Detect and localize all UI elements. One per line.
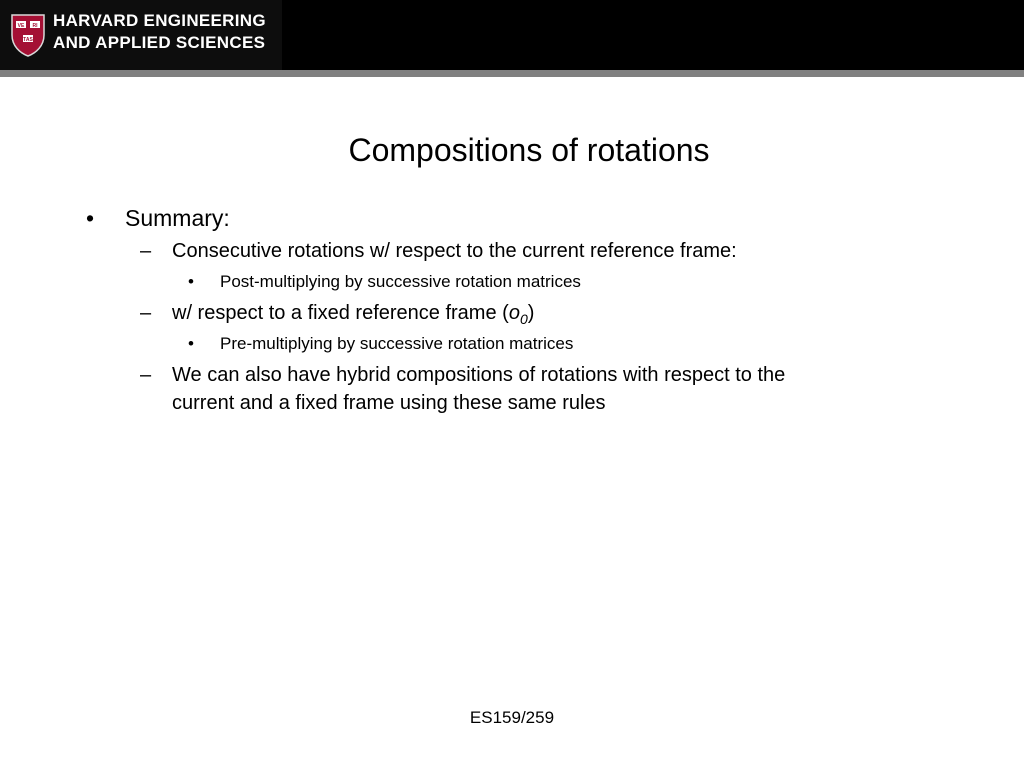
- header-bar: [0, 0, 1024, 70]
- dash-glyph: –: [140, 240, 152, 262]
- subitem-hybrid-text-line1: We can also have hybrid compositions of rotations with respect to the: [172, 364, 786, 386]
- bullet-glyph: •: [86, 205, 95, 231]
- dash-glyph: –: [140, 364, 152, 386]
- fixed-frame-suffix: ): [527, 302, 535, 324]
- subsubitem-pre-multiplying-text: Pre-multiplying by successive rotation matrices: [220, 334, 574, 353]
- subitem-fixed-frame-text: [172, 302, 534, 327]
- bullet-summary-text: Summary:: [125, 205, 230, 231]
- bullet-glyph: •: [188, 272, 194, 291]
- bullet-glyph: •: [188, 334, 194, 353]
- frame-variable: o: [508, 302, 520, 324]
- header-divider: [0, 70, 1024, 77]
- fixed-frame-prefix: w/ respect to a fixed reference frame (: [172, 302, 509, 324]
- shield-text-ri: RI: [32, 23, 38, 29]
- dash-glyph: –: [140, 302, 152, 324]
- subitem-hybrid-text-line2: current and a fixed frame using these same rules: [172, 392, 606, 414]
- frame-subscript: 0: [519, 311, 528, 327]
- harvard-brand: [0, 0, 282, 70]
- subitem-current-frame-text: Consecutive rotations w/ respect to the current reference frame:: [172, 240, 737, 262]
- brand-line-2: AND APPLIED SCIENCES: [53, 33, 266, 52]
- subitem-hybrid-line2: [172, 392, 606, 415]
- brand-line-1: HARVARD ENGINEERING: [53, 11, 266, 30]
- slide-footer: ES159/259: [469, 708, 555, 727]
- shield-text-tas: TAS: [23, 37, 33, 43]
- shield-text-ve: VE: [17, 23, 25, 29]
- slide-title: Compositions of rotations: [348, 132, 710, 168]
- harvard-shield-icon: [10, 13, 46, 57]
- subsubitem-post-multiplying-text: Post-multiplying by successive rotation matrices: [220, 272, 581, 291]
